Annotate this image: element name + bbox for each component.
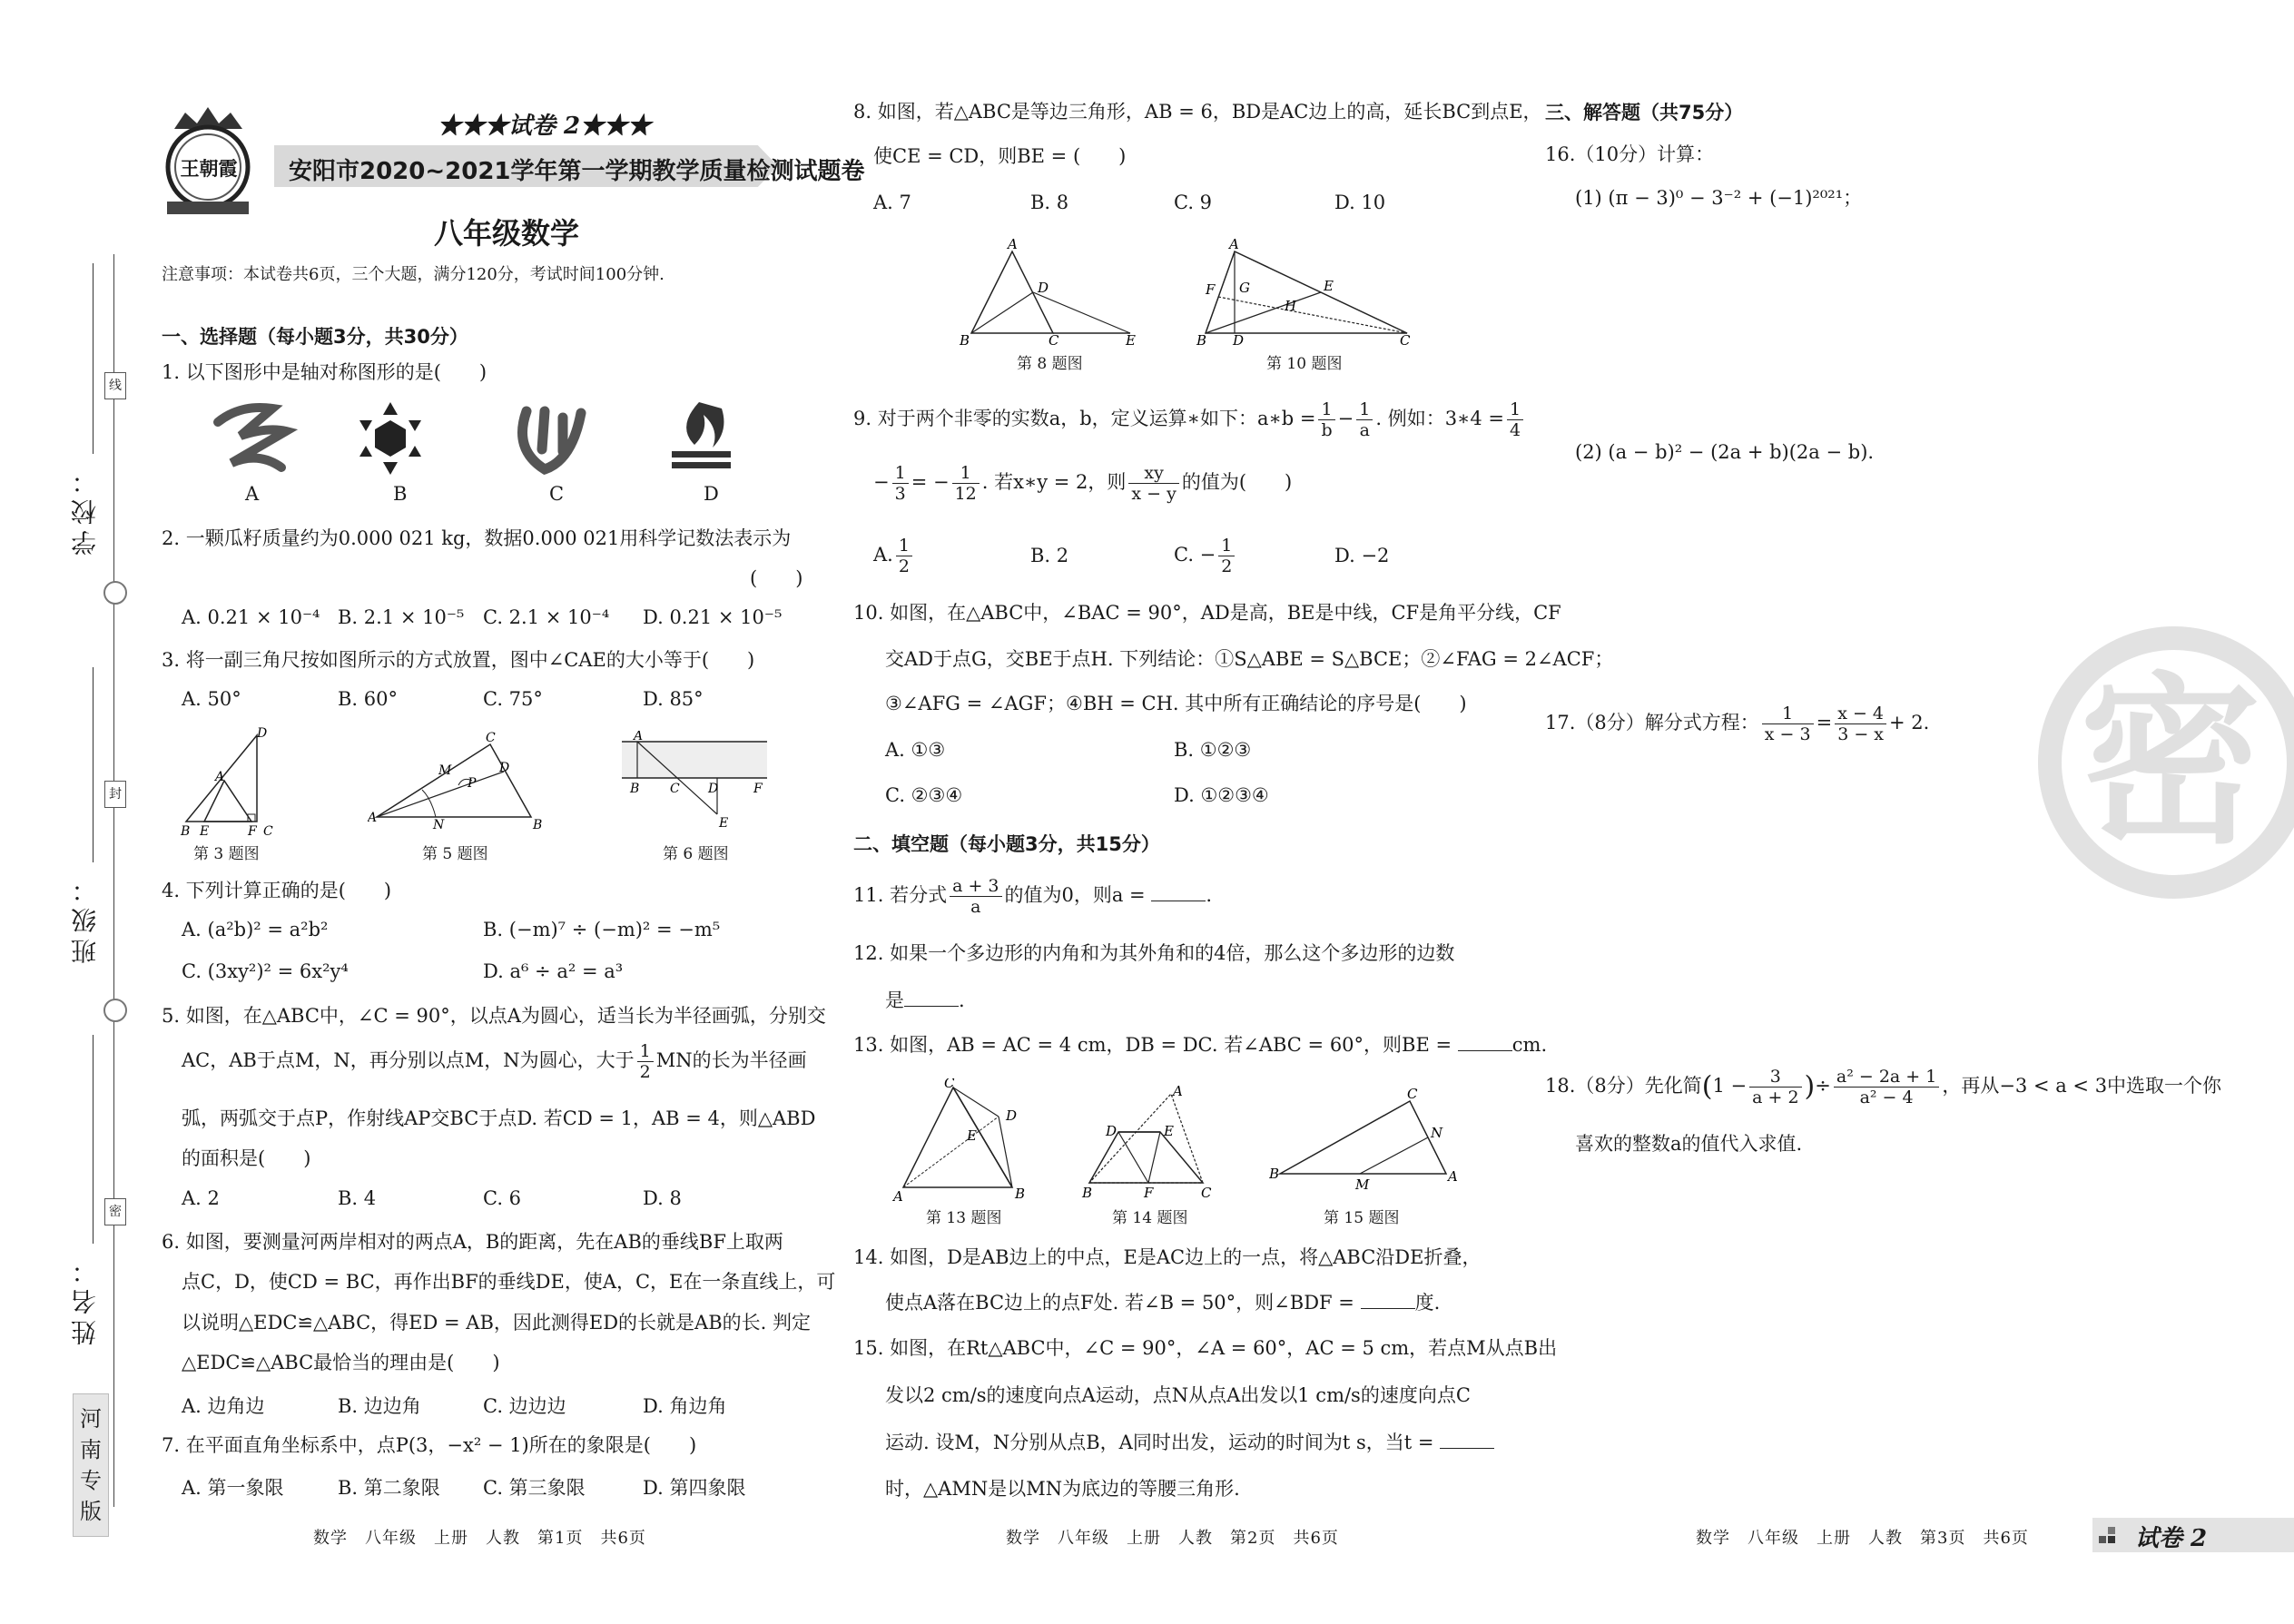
- q11-fraction: $\frac{a + 3}{a}$: [950, 876, 1001, 917]
- subject-title: 八年级数学: [434, 216, 580, 251]
- svg-text:A: A: [1173, 1085, 1183, 1099]
- question-15-line-1: 15. 如图，在Rt△ABC中，∠C = 90°，∠A = 60°，AC = 5 cm，若点M从点B出: [853, 1337, 1558, 1359]
- q2-option-a: A. 0.21 × 10⁻⁴: [182, 606, 320, 628]
- punch-hole-icon: [103, 581, 127, 605]
- tag-feng: 封: [104, 781, 126, 808]
- question-16: 16.（10分）计算：: [1545, 143, 1715, 165]
- q18-text-a: 18.（8分）先化简: [1545, 1075, 1702, 1097]
- svg-text:E: E: [1164, 1123, 1174, 1139]
- figure-8-caption: 第 8 题图: [1017, 355, 1083, 373]
- q6-option-b: B. 边边角: [338, 1395, 421, 1417]
- q4-option-c: C. (3xy²)² = 6x²y⁴: [182, 960, 349, 982]
- logo: [156, 102, 261, 220]
- q6-option-a: A. 边角边: [182, 1395, 265, 1417]
- question-5-line-4: 的面积是( ): [182, 1147, 311, 1169]
- q9-option-d: D. −2: [1334, 545, 1390, 566]
- q17-text-a: 17.（8分）解分式方程：: [1545, 712, 1759, 733]
- q10-option-a: A. ①③: [885, 739, 946, 761]
- section-2-title: 二、填空题（每小题3分，共15分）: [853, 833, 1160, 855]
- svg-text:D: D: [1038, 280, 1049, 296]
- exam-title: 安阳市2020~2021学年第一学期教学质量检测试题卷: [289, 158, 865, 185]
- q18-text-c: ，再从−3 < a < 3中选取一个你: [1942, 1075, 2222, 1097]
- page-2-footer: 数学 八年级 上册 人教 第2页 共6页: [1006, 1529, 1339, 1548]
- q15-answer-blank[interactable]: [1440, 1430, 1494, 1449]
- question-14-line-2: 使点A落在BC边上的点F处. 若∠B = 50°，则∠BDF = 度.: [885, 1292, 1441, 1314]
- question-5-line-3: 弧，两弧交于点P，作射线AP交BC于点D. 若CD = 1，AB = 4，则△ABD: [182, 1107, 816, 1129]
- figure-10: [1189, 238, 1416, 374]
- page-1-footer: 数学 八年级 上册 人教 第1页 共6页: [313, 1529, 646, 1548]
- svg-text:A: A: [215, 770, 225, 784]
- q10-option-b: B. ①②③: [1174, 739, 1252, 761]
- q18-frac-inner: $\frac{3}{a + 2}$: [1749, 1067, 1801, 1107]
- svg-text:B: B: [1015, 1186, 1026, 1201]
- q11-answer-blank[interactable]: [1151, 882, 1206, 901]
- q17-frac-right: $\frac{x - 4}{3 - x}$: [1835, 704, 1886, 744]
- badge-title: ★★★试卷 2★★★: [438, 113, 652, 140]
- svg-text:C: C: [1049, 332, 1059, 347]
- q5-fraction: $\frac{1}{2}$: [637, 1041, 654, 1082]
- figure-6-caption: 第 6 题图: [663, 845, 729, 863]
- figure-5: [368, 731, 549, 862]
- question-3: 3. 将一副三角尺按如图所示的方式放置，图中∠CAE的大小等于( ): [162, 649, 755, 671]
- svg-text:C: C: [1400, 332, 1411, 347]
- q6-option-d: D. 角边角: [643, 1395, 727, 1417]
- question-8-line-1: 8. 如图，若△ABC是等边三角形，AB = 6，BD是AC边上的高，延长BC到点E，: [853, 101, 1542, 123]
- svg-text:B: B: [1196, 332, 1207, 347]
- svg-text:N: N: [1431, 1125, 1443, 1141]
- q1-option-a: A: [245, 483, 260, 505]
- q18-divide: ÷: [1815, 1075, 1831, 1097]
- question-16-part-1: (1) (π − 3)⁰ − 3⁻² + (−1)²⁰²¹；: [1575, 187, 1863, 209]
- svg-text:D: D: [1006, 1107, 1018, 1124]
- page-3-footer: 数学 八年级 上册 人教 第3页 共6页: [1696, 1529, 2029, 1548]
- question-18-line-1: 18.（8分）先化简(1 − $\frac{3}{a + 2}$ )÷ $\frac{\text{a² − 2a + 1}}{\text{a² − 4}}$ ，再从−3 < a < 3中选取一个你: [1545, 1067, 2222, 1107]
- svg-text:E: E: [719, 816, 729, 831]
- figure-10-caption: 第 10 题图: [1266, 355, 1343, 373]
- figure-5-caption: 第 5 题图: [422, 845, 488, 863]
- q2-option-b: B. 2.1 × 10⁻⁵: [338, 606, 465, 628]
- q5-option-d: D. 8: [643, 1187, 682, 1209]
- svg-text:C: C: [944, 1078, 955, 1091]
- svg-text:F: F: [1206, 281, 1216, 298]
- q8-option-a: A. 7: [873, 192, 911, 213]
- figure-15: [1269, 1088, 1460, 1228]
- question-7: 7. 在平面直角坐标系中，点P(3，−x² − 1)所在的象限是( ): [162, 1434, 697, 1456]
- q9-text-d: = −: [911, 471, 950, 493]
- watermark-text: 密: [2080, 657, 2262, 869]
- svg-text:A: A: [893, 1188, 903, 1201]
- province-badge: 河南专版: [73, 1393, 109, 1537]
- svg-text:D: D: [1106, 1123, 1117, 1139]
- question-15-line-2: 发以2 cm/s的速度向点A运动，点N从点A出发以1 cm/s的速度向点C: [885, 1384, 1471, 1406]
- question-6-line-3: 以说明△EDC≌△ABC，得ED = AB，因此测得ED的长就是AB的长. 判定: [182, 1312, 812, 1334]
- svg-text:D: D: [499, 761, 510, 775]
- q7-option-d: D. 第四象限: [643, 1477, 746, 1499]
- tag-mi: 密: [104, 1198, 126, 1225]
- q9-frac-1-over-a: $\frac{1}{a}$: [1356, 399, 1373, 440]
- q5-text-b: MN的长为半径画: [655, 1049, 807, 1071]
- q12-answer-blank[interactable]: [904, 988, 959, 1007]
- q13-answer-blank[interactable]: [1458, 1032, 1512, 1051]
- q9-option-c: C. − $\frac{1}{2}$: [1174, 536, 1237, 576]
- q7-option-b: B. 第二象限: [338, 1477, 440, 1499]
- svg-text:C: C: [670, 782, 680, 796]
- school-underline: [93, 263, 94, 454]
- svg-text:B: B: [533, 818, 543, 831]
- watermark-seal: [2038, 626, 2294, 899]
- svg-text:A: A: [634, 731, 644, 743]
- question-9-line-1: 9. 对于两个非零的实数a，b，定义运算∗如下：a∗b = $\frac{1}{b}$ − $\frac{1}{a}$ . 例如：3∗4 = $\frac{1}{4}$: [853, 399, 1526, 440]
- svg-text:A: A: [368, 811, 378, 825]
- q3-option-d: D. 85°: [643, 688, 704, 710]
- q9-option-b: B. 2: [1030, 545, 1069, 566]
- school-label: 学校：: [70, 463, 100, 556]
- svg-text:E: E: [967, 1127, 977, 1144]
- svg-text:A: A: [1448, 1168, 1458, 1185]
- figure-13: [890, 1078, 1044, 1228]
- q17-text-c: + 2.: [1889, 712, 1930, 733]
- class-underline: [93, 667, 94, 862]
- q4-option-d: D. a⁶ ÷ a² = a³: [483, 960, 624, 982]
- svg-text:C: C: [1201, 1185, 1212, 1198]
- svg-text:F: F: [753, 782, 763, 796]
- tag-xian: 线: [104, 372, 126, 399]
- svg-text:A: A: [1229, 238, 1239, 252]
- q9-text-f: 的值为( ): [1181, 471, 1293, 493]
- q9-text-b: . 例如：3∗4 =: [1375, 408, 1504, 429]
- svg-text:M: M: [438, 763, 452, 778]
- svg-text:M: M: [1355, 1176, 1370, 1193]
- figure-14-caption: 第 14 题图: [1112, 1209, 1188, 1227]
- q10-option-c: C. ②③④: [885, 784, 963, 806]
- q3-option-c: C. 75°: [483, 688, 543, 710]
- svg-text:B: B: [1082, 1185, 1093, 1198]
- q4-option-b: B. (−m)⁷ ÷ (−m)² = −m⁵: [483, 919, 721, 940]
- svg-text:F: F: [1144, 1185, 1154, 1198]
- q6-option-c: C. 边边边: [483, 1395, 566, 1417]
- question-4: 4. 下列计算正确的是( ): [162, 880, 392, 901]
- figure-13-caption: 第 13 题图: [926, 1209, 1002, 1227]
- svg-text:E: E: [1126, 332, 1136, 347]
- svg-text:F: F: [248, 824, 257, 835]
- svg-text:E: E: [200, 824, 210, 835]
- q1-option-c: C: [549, 483, 565, 505]
- question-5-line-1: 5. 如图，在△ABC中，∠C = 90°，以点A为圆心，适当长为半径画弧，分别交: [162, 1005, 826, 1027]
- q7-option-c: C. 第三象限: [483, 1477, 586, 1499]
- name-underline: [93, 1035, 94, 1244]
- punch-hole-icon: [103, 999, 127, 1022]
- svg-text:C: C: [1407, 1088, 1418, 1102]
- question-12-line-1: 12. 如果一个多边形的内角和为其外角和的4倍，那么这个多边形的边数: [853, 942, 1455, 964]
- svg-text:P: P: [468, 776, 477, 791]
- q1-option-d: D: [704, 483, 719, 505]
- figure-3-caption: 第 3 题图: [193, 845, 260, 863]
- q11-text-a: 11. 若分式: [853, 884, 948, 906]
- q8-option-d: D. 10: [1334, 192, 1386, 213]
- question-14-line-1: 14. 如图，D是AB边上的中点，E是AC边上的一点，将△ABC沿DE折叠，: [853, 1246, 1482, 1268]
- binding-line: [113, 254, 114, 1507]
- question-9-line-2: [873, 463, 1292, 504]
- q5-option-a: A. 2: [182, 1187, 220, 1209]
- svg-text:C: C: [263, 824, 273, 835]
- question-12-line-2: 是 .: [885, 989, 965, 1011]
- question-15-line-4: 时，△AMN是以MN为底边的等腰三角形.: [885, 1478, 1240, 1500]
- q1-option-b: B: [393, 483, 408, 505]
- svg-text:N: N: [433, 818, 445, 831]
- svg-text:B: B: [1269, 1166, 1280, 1182]
- svg-text:H: H: [1285, 298, 1297, 314]
- q9-text-a: 9. 对于两个非零的实数a，b，定义运算∗如下：a∗b =: [853, 408, 1316, 429]
- svg-text:B: B: [630, 782, 640, 796]
- question-2: 2. 一颗瓜籽质量约为0.000 021 kg，数据0.000 021用科学记数法表示为: [162, 527, 792, 549]
- question-10-line-3: ③∠AFG = ∠AGF；④BH = CH. 其中所有正确结论的序号是( ): [885, 693, 1467, 714]
- q17-frac-left: $\frac{1}{x - 3}$: [1762, 704, 1814, 744]
- name-label: 姓名：: [70, 1253, 100, 1345]
- q5-option-b: B. 4: [338, 1187, 377, 1209]
- question-10-line-1: 10. 如图，在△ABC中，∠BAC = 90°，AD是高，BE是中线，CF是角平分线，CF: [853, 602, 1561, 624]
- question-6-line-4: △EDC≌△ABC最恰当的理由是( ): [182, 1352, 500, 1373]
- logo-text: 王朝霞: [180, 158, 238, 180]
- q4-option-a: A. (a²b)² = a²b²: [182, 919, 329, 940]
- q7-option-a: A. 第一象限: [182, 1477, 284, 1499]
- paper-tag-squares-icon: [2099, 1527, 2117, 1545]
- q3-option-a: A. 50°: [182, 688, 241, 710]
- question-16-part-2: (2) (a − b)² − (2a + b)(2a − b).: [1575, 441, 1875, 463]
- svg-text:E: E: [1324, 278, 1334, 294]
- q9-frac-ex3: $\frac{1}{12}$: [952, 463, 980, 504]
- svg-text:C: C: [486, 731, 496, 745]
- paper-tag: 试卷 2: [2135, 1525, 2208, 1552]
- q10-option-d: D. ①②③④: [1174, 784, 1269, 806]
- figure-15-caption: 第 15 题图: [1324, 1209, 1400, 1227]
- svg-text:A: A: [1008, 238, 1018, 252]
- q5-text-a: AC，AB于点M，N，再分别以点M，N为圆心，大于: [182, 1049, 635, 1071]
- q9-option-a: A. $\frac{1}{2}$: [873, 536, 915, 576]
- question-15-line-3: 运动. 设M，N分别从点B，A同时出发，运动的时间为t s，当t =: [885, 1429, 1494, 1456]
- q9-text-c: −: [873, 471, 890, 493]
- svg-text:D: D: [257, 726, 268, 741]
- notice: 注意事项：本试卷共6页，三个大题，满分120分，考试时间100分钟.: [162, 265, 665, 284]
- question-1: 1. 以下图形中是轴对称图形的是( ): [162, 361, 487, 383]
- section-1-title: 一、选择题（每小题3分，共30分）: [162, 326, 468, 348]
- q3-option-b: B. 60°: [338, 688, 399, 710]
- figure-3: [177, 726, 286, 862]
- question-18-line-2: 喜欢的整数a的值代入求值.: [1575, 1133, 1803, 1155]
- question-13: 13. 如图，AB = AC = 4 cm，DB = DC. 若∠ABC = 60°，则BE = cm.: [853, 1034, 1548, 1056]
- binding-strip: [54, 254, 136, 1543]
- question-6-line-1: 6. 如图，要测量河两岸相对的两点A，B的距离，先在AB的垂线BF上取两: [162, 1231, 783, 1253]
- q2-paren: ( ): [750, 567, 803, 589]
- question-10-line-2: 交AD于点G，交BE于点H. 下列结论：①S△ABE = S△BCE；②∠FAG = 2∠ACF；: [885, 648, 1614, 670]
- svg-text:B: B: [960, 332, 970, 347]
- q17-equals: =: [1816, 712, 1833, 733]
- question-11: 11. 若分式 $\frac{a + 3}{a}$ 的值为0，则a = .: [853, 876, 1213, 917]
- figure-6: [617, 731, 776, 862]
- q9-frac-xy: $\frac{xy}{x - y}$: [1128, 463, 1178, 504]
- q9-frac-ex1: $\frac{1}{4}$: [1507, 399, 1523, 440]
- q9-frac-ex2: $\frac{1}{3}$: [892, 463, 909, 504]
- q2-option-c: C. 2.1 × 10⁻⁴: [483, 606, 610, 628]
- question-5-line-2: [182, 1041, 807, 1082]
- svg-text:B: B: [181, 824, 191, 835]
- q8-option-b: B. 8: [1030, 192, 1069, 213]
- q1-figures: [204, 395, 767, 508]
- class-label: 班级：: [70, 871, 100, 964]
- figure-14: [1080, 1085, 1226, 1228]
- section-3-title: 三、解答题（共75分）: [1545, 102, 1744, 123]
- q5-option-c: C. 6: [483, 1187, 522, 1209]
- q2-option-d: D. 0.21 × 10⁻⁵: [643, 606, 783, 628]
- q9-text-e: . 若x∗y = 2，则: [981, 471, 1127, 493]
- figure-8: [958, 238, 1139, 374]
- question-6-line-2: 点C，D，使CD = BC，再作出BF的垂线DE，使A，C，E在一条直线上，可: [182, 1271, 836, 1293]
- q9-frac-1-over-b: $\frac{1}{b}$: [1318, 399, 1334, 440]
- svg-text:G: G: [1239, 280, 1250, 296]
- question-8-line-2: 使CE = CD，则BE = ( ): [873, 145, 1127, 167]
- q14-answer-blank[interactable]: [1361, 1290, 1415, 1309]
- question-17: [1545, 704, 1929, 744]
- q11-text-b: 的值为0，则a =: [1004, 884, 1146, 906]
- q8-option-c: C. 9: [1174, 192, 1213, 213]
- q18-frac-outer: $\frac{\text{a² − 2a + 1}}{\text{a² − 4}}$: [1834, 1067, 1939, 1107]
- svg-text:D: D: [1233, 332, 1245, 347]
- svg-text:D: D: [708, 782, 719, 796]
